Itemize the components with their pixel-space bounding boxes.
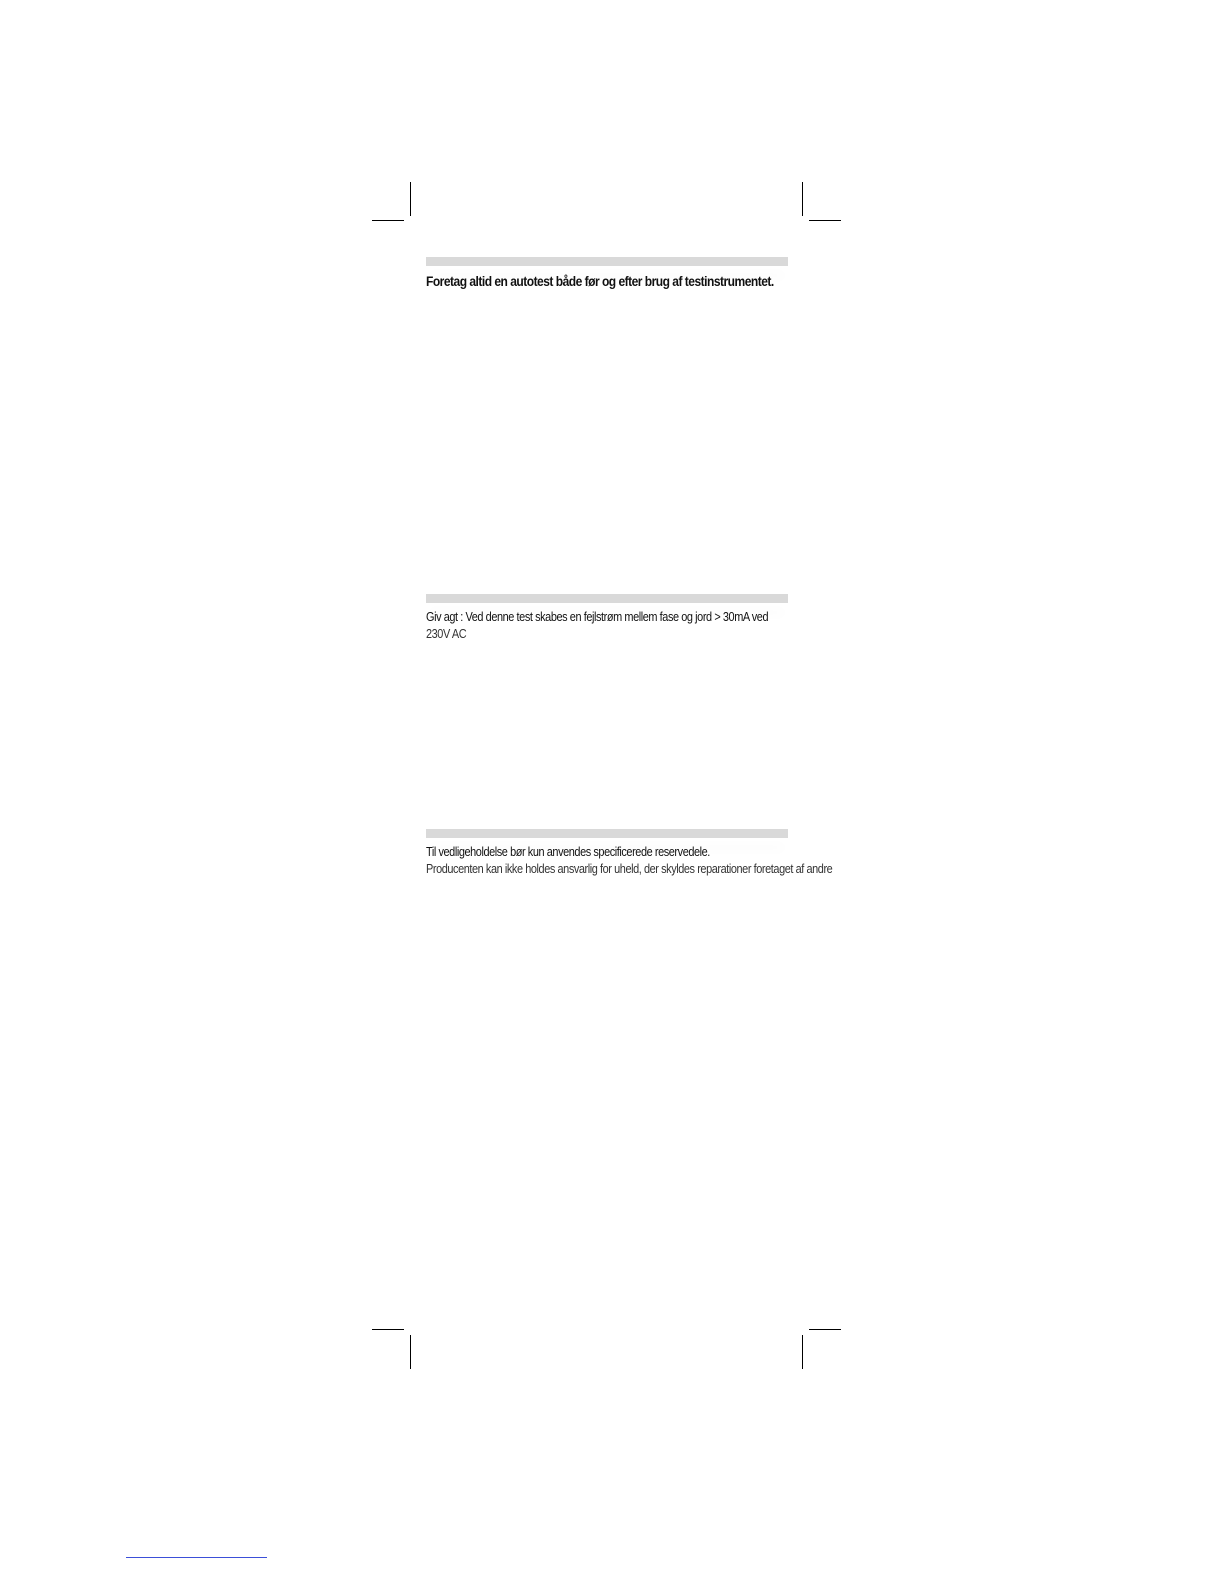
crop-mark-top-left-horizontal <box>372 220 404 221</box>
crop-mark-bottom-right-horizontal <box>809 1329 841 1330</box>
notice-spare-parts: Til vedligeholdelse bør kun anvendes specificerede reservedele. <box>426 844 710 859</box>
notice-autotest: Foretag altid en autotest både før og efter brug af testinstrumentet. <box>426 273 774 289</box>
notice-band-2 <box>426 594 788 603</box>
notice-band-3 <box>426 829 788 838</box>
footer-rule <box>126 1557 267 1558</box>
crop-mark-top-right-horizontal <box>809 220 841 221</box>
notice-fault-current: Giv agt : Ved denne test skabes en fejlstrøm mellem fase og jord > 30mA ved <box>426 609 769 624</box>
notice-band-1 <box>426 257 788 266</box>
notice-spare-parts-continuation <box>426 861 833 876</box>
crop-mark-top-right-vertical <box>802 182 803 216</box>
crop-mark-top-left-vertical <box>410 182 411 216</box>
crop-mark-bottom-left-vertical <box>410 1335 411 1369</box>
notice-fault-current-continuation <box>426 626 788 641</box>
crop-mark-bottom-left-horizontal <box>372 1329 404 1330</box>
notice-spare-parts-continuation-text: Producenten kan ikke holdes ansvarlig for uheld, der skyldes reparationer foretaget af andre <box>426 861 833 876</box>
crop-mark-bottom-right-vertical <box>802 1335 803 1369</box>
notice-fault-current-continuation-text: 230V AC <box>426 626 467 641</box>
